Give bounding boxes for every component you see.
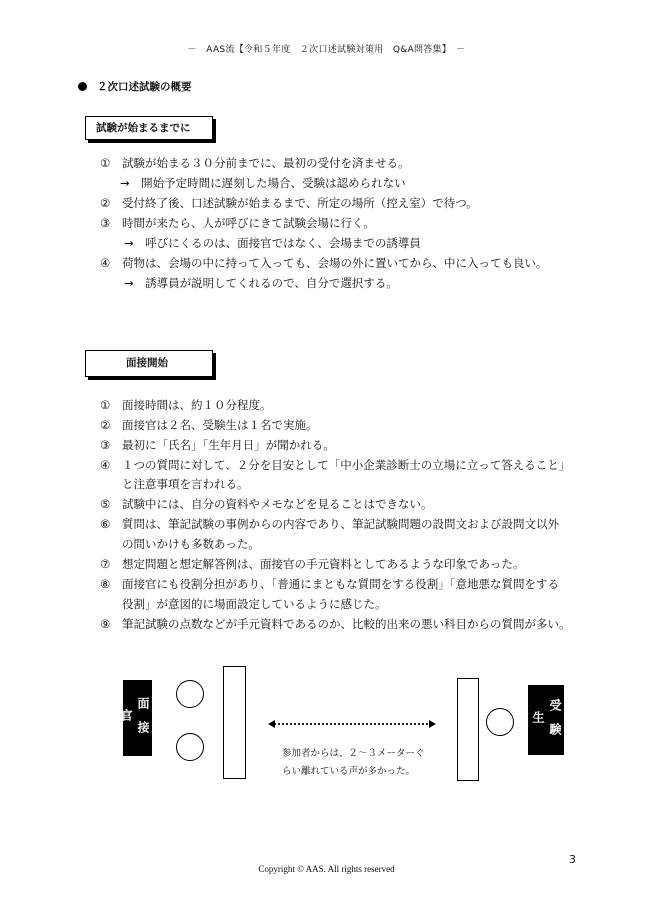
- list-item: [100, 156, 410, 171]
- list-item-note: → 呼びにくるのは、面接官ではなく、会場までの誘導員: [124, 236, 421, 250]
- item-text: 筆記試験の点数などが手元資料であるのか、比較的出来の悪い科目からの質問が多い。: [122, 617, 571, 631]
- page-header: － AAS流【令和５年度 ２次口述試験対策用 Q&A問答集】 －: [187, 45, 466, 55]
- interviewer-label-box: 面接官: [123, 680, 152, 756]
- examinee-desk: [457, 678, 479, 781]
- interviewer-seat-circle: [176, 733, 204, 761]
- list-item: [100, 617, 571, 632]
- section-title-text: ２次口述試験の概要: [97, 81, 192, 93]
- list-item-continuation: の問いかけも多数あった。: [122, 537, 260, 551]
- copyright-footer: Copyright © AAS. All rights reserved: [258, 864, 395, 874]
- list-item: [100, 517, 559, 532]
- item-number: ④: [100, 458, 111, 472]
- item-text: 試験が始まる３０分前までに、最初の受付を済ませる。: [122, 156, 410, 170]
- box-before-exam: 試験が始まるまでに: [85, 116, 213, 140]
- list-item-continuation: と注意事項を言われる。: [122, 477, 249, 491]
- item-text: 受付終了後、口述試験が始まるまで、所定の場所（控え室）で待つ。: [122, 196, 478, 210]
- item-number: ③: [100, 216, 111, 230]
- list-item-continuation: 役割」が意図的に場面設定しているように感じた。: [122, 597, 387, 611]
- list-item: [100, 398, 272, 413]
- distance-note-line: らい離れている声が多かった。: [282, 765, 416, 777]
- item-text: 質問は、筆記試験の事例からの内容であり、筆記試験問題の設問文および設問文以外: [122, 517, 559, 531]
- list-item: [100, 216, 375, 231]
- item-number: ⑦: [100, 557, 111, 571]
- list-item: [100, 458, 570, 473]
- item-text: １つの質問に対して、２分を目安として「中小企業診断士の立場に立って答えること」: [122, 458, 571, 472]
- list-item: [100, 438, 335, 453]
- distance-note-line: 参加者からは、２～３メーターぐ: [282, 748, 425, 759]
- item-number: ③: [100, 438, 111, 452]
- item-number: ①: [100, 156, 111, 170]
- item-number: ⑤: [100, 497, 111, 511]
- item-number: ⑨: [100, 617, 111, 631]
- page-number: 3: [569, 853, 576, 866]
- list-item: [100, 196, 478, 211]
- list-item: [100, 418, 318, 433]
- interviewer-seat-circle: [176, 680, 204, 708]
- item-text: 最初に「氏名」「生年月日」が聞かれる。: [122, 438, 335, 452]
- list-item-note: → 誘導員が説明してくれるので、自分で選択する。: [124, 276, 398, 290]
- interviewer-desk: [223, 666, 246, 779]
- item-number: ⑧: [100, 577, 111, 591]
- item-number: ②: [100, 196, 111, 210]
- item-number: ①: [100, 398, 111, 412]
- examinee-seat-circle: [486, 708, 514, 736]
- item-number: ④: [100, 256, 111, 270]
- item-text: 時間が来たら、人が呼びにきて試験会場に行く。: [122, 216, 375, 230]
- list-item: [100, 557, 524, 572]
- distance-note: [282, 745, 425, 780]
- bullet-icon: [78, 82, 87, 91]
- list-item: [100, 497, 433, 512]
- item-text: 面接官は２名、受験生は１名で実施。: [122, 418, 318, 432]
- item-text: 想定問題と想定解答例は、面接官の手元資料としてあるような印象であった。: [122, 557, 525, 571]
- box-interview-start: 面接開始: [85, 350, 213, 377]
- item-text: 試験中には、自分の資料やメモなどを見ることはできない。: [122, 497, 433, 511]
- list-item: [100, 256, 548, 271]
- distance-arrow: [268, 718, 436, 730]
- item-number: ⑥: [100, 517, 111, 531]
- examinee-label-box: 受験生: [528, 685, 564, 755]
- item-text: 面接時間は、約１０分程度。: [122, 398, 272, 412]
- section-title: [78, 79, 192, 94]
- item-text: 面接官にも役割分担があり、「普通にまともな質問をする役割」「意地悪な質問をする: [122, 577, 559, 591]
- item-number: ②: [100, 418, 111, 432]
- list-item: [100, 577, 559, 592]
- item-text: 荷物は、会場の中に持って入っても、会場の外に置いてから、中に入っても良い。: [122, 256, 548, 270]
- list-item-note: → 開始予定時間に遅刻した場合、受験は認められない: [120, 176, 406, 190]
